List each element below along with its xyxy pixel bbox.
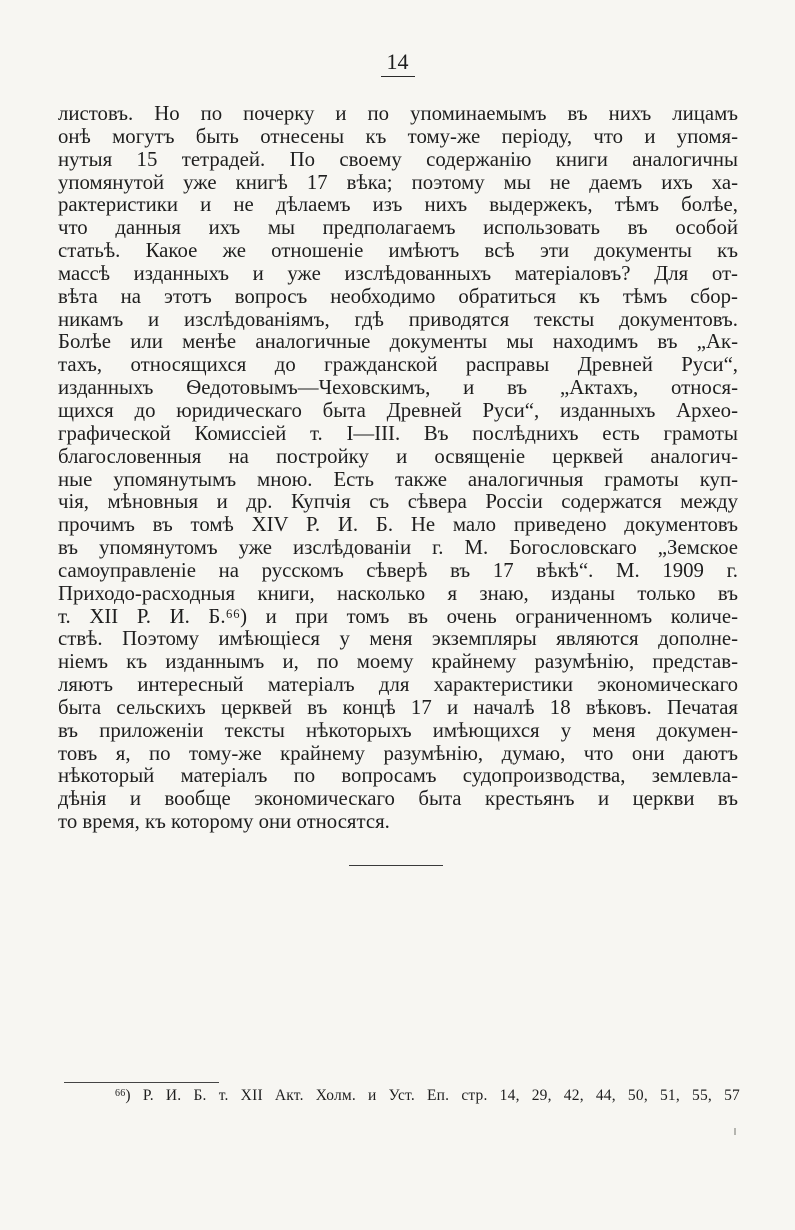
body-line: упомянутой уже книгѣ 17 вѣка; поэтому мы не даемъ ихъ ха-	[58, 171, 738, 194]
body-line: то время, къ которому они относятся.	[58, 811, 390, 834]
body-line: прочимъ въ томѣ XIV Р. И. Б. Не мало приведено документовъ	[58, 514, 738, 537]
body-line: благословенныя на постройку и освященіе церквей аналогич-	[58, 445, 738, 468]
body-line: листовъ. Но по почерку и по упоминаемымъ въ нихъ лицамъ	[58, 103, 738, 125]
body-line: ніемъ къ изданнымъ и, по моему крайнему разумѣнію, представ-	[58, 651, 738, 674]
body-text	[58, 103, 738, 834]
page-mark	[734, 1128, 736, 1135]
body-line: ляютъ интересный матеріалъ для характеристики экономическаго	[58, 674, 738, 697]
body-line: въ упомянутомъ уже изслѣдованіи г. М. Богословскаго „Земское	[58, 537, 738, 560]
body-line: товъ я, по тому-же крайнему разумѣнію, думаю, что они даютъ	[58, 742, 738, 765]
page-number: 14	[0, 50, 795, 77]
body-line: графической Комиссіей т. I—III. Въ послѣднихъ есть грамоты	[58, 422, 738, 445]
footnote-text: ) Р. И. Б. т. XII Акт. Холм. и Уст. Еп. стр. 14, 29, 42, 44, 50, 51, 55, 57	[125, 1087, 740, 1104]
body-line: вѣта на этотъ вопросъ необходимо обратиться къ тѣмъ сбор-	[58, 285, 738, 308]
body-line: массѣ изданныхъ и уже изслѣдованныхъ матеріаловъ? Для от-	[58, 262, 738, 285]
body-line: нутыя 15 тетрадей. По своему содержанію книги аналогичны	[58, 148, 738, 171]
body-line: Приходо-расходныя книги, насколько я знаю, изданы только въ	[58, 582, 738, 605]
body-line: тахъ, относящихся до гражданской расправы Древней Руси“,	[58, 354, 738, 377]
body-line: чія, мѣновныя и др. Купчія съ сѣвера Россіи содержатся между	[58, 491, 738, 514]
body-line: самоуправленіе на русскомъ сѣверѣ въ 17 вѣкѣ“. М. 1909 г.	[58, 559, 738, 582]
footnote-rule	[64, 1082, 219, 1083]
body-line: изданныхъ Ѳедотовымъ—Чеховскимъ, и въ „Актахъ, относя-	[58, 377, 738, 400]
body-line: никамъ и изслѣдованіямъ, гдѣ приводятся тексты документовъ.	[58, 308, 738, 331]
body-line: въ приложеніи тексты нѣкоторыхъ имѣющихся у меня докумен-	[58, 719, 738, 742]
footnote-number: 66	[115, 1088, 126, 1099]
body-line: щихся до юридическаго быта Древней Руси“, изданныхъ Археo-	[58, 399, 738, 422]
body-line: ствѣ. Поэтому имѣющіеся у меня экземпляры являются дополне-	[58, 628, 738, 651]
body-line: дѣнія и вообще экономическаго быта крестьянъ и церкви въ	[58, 788, 738, 811]
body-line: что данныя ихъ мы предполагаемъ использовать въ особой	[58, 217, 738, 240]
footnote	[115, 1086, 740, 1106]
body-line: нѣкоторый матеріалъ по вопросамъ судопроизводства, землевла-	[58, 765, 738, 788]
body-line: т. XII Р. И. Б.⁶⁶) и при томъ въ очень ограниченномъ количе-	[58, 605, 738, 628]
body-line: Болѣе или менѣе аналогичные документы мы находимъ въ „Ак-	[58, 331, 738, 354]
body-line: ные упомянутымъ мною. Есть также аналогичныя грамоты куп-	[58, 468, 738, 491]
body-line: онѣ могутъ быть отнесены къ тому-же періоду, что и упомя-	[58, 125, 738, 148]
body-line: рактеристики и не дѣлаемъ изъ нихъ выдержекъ, тѣмъ болѣе,	[58, 194, 738, 217]
body-line: статьѣ. Какое же отношеніе имѣютъ всѣ эти документы къ	[58, 240, 738, 263]
section-separator	[349, 865, 443, 866]
body-line: быта сельскихъ церквей въ концѣ 17 и началѣ 18 вѣковъ. Печатая	[58, 696, 738, 719]
